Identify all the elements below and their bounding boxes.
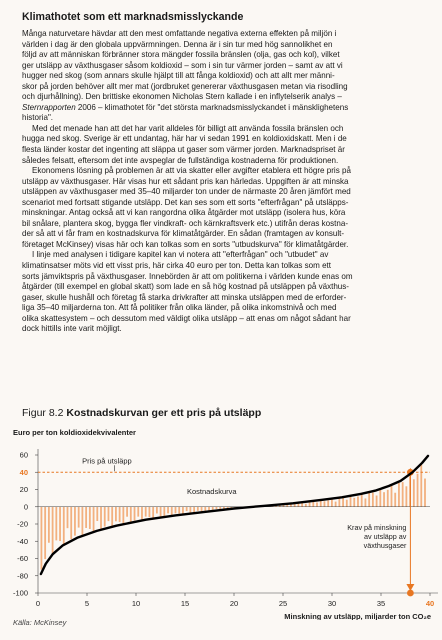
cost-bar [93, 507, 95, 532]
text-line: och djurhållning). Den brittiske ekonomen Nicholas Stern kallade i en inflytelserik analys – [22, 92, 342, 102]
cost-bar [424, 479, 426, 507]
text-line: Med det menade han att det har varit alldeles för billigt att använda fossila bränslen och [32, 123, 344, 133]
cost-curve-label: Kostnadskurva [186, 486, 237, 496]
cost-bar [204, 507, 206, 511]
cost-bar [134, 507, 136, 521]
y-axis-unit-label: Euro per ton koldioxidekvivalenter [13, 428, 136, 437]
text-line: Ekonomens lösning på problemen är att via skatter eller avgifter etablera ett högre pris på [32, 166, 351, 176]
cost-bar [197, 507, 199, 511]
text-line: åtgärder (till exempel en global skatt) som lade en så hög kostnad på utsläppen på växthus- [22, 282, 349, 292]
cost-bar [182, 507, 184, 515]
cost-bar [145, 507, 147, 517]
cost-bar [48, 507, 50, 543]
y-tick-label: 0 [23, 502, 28, 512]
cost-bar [89, 507, 91, 529]
cost-bar [70, 507, 72, 539]
cost-bar [171, 507, 173, 516]
text-line: hugga ned skog. Sverige är ett undantag, här har vi sedan 1991 en koldioxidskatt. Men i de [22, 134, 347, 144]
cost-bar [149, 507, 151, 517]
cost-bar [394, 493, 396, 507]
text-line: bil snålare, plantera skog, bygga fler vindkraft- och kärnkraftsverk etc.) utifrån deras kostna- [22, 218, 349, 228]
cost-bar [189, 507, 191, 513]
x-tick-label: 30 [327, 599, 337, 608]
figure-number: Figur 8.2 [22, 407, 64, 419]
cost-bar [126, 507, 128, 517]
cost-bar [372, 493, 374, 507]
cost-bar [137, 507, 139, 517]
cost-bar [402, 482, 404, 507]
cost-bar [379, 489, 381, 507]
paragraph [22, 124, 426, 166]
figure-caption [22, 407, 261, 419]
cost-bar [316, 502, 318, 506]
text-line: Många naturvetare hävdar att den mest omfattande negativa externa effekten på miljön i [22, 29, 337, 38]
paragraph [22, 250, 426, 334]
text-line: olika skattesystem – och dessutom med väldigt olika utsläpp – att enas om något sådant har [22, 313, 351, 323]
cost-bar [368, 493, 370, 507]
cost-bar [130, 507, 132, 522]
text-line: scenariot med fortsatt stigande utsläpp. Det kan ses som ett sorts "efterfrågan" på utsläpps- [22, 197, 349, 207]
cost-bar [67, 507, 69, 528]
cost-bar [324, 501, 326, 506]
cost-bar [331, 499, 333, 507]
cost-bar [119, 507, 121, 522]
figure-source: Källa: McKinsey [13, 618, 67, 627]
x-tick-label: 35 [376, 599, 386, 608]
cost-bar [156, 507, 158, 514]
cost-bar [216, 507, 218, 509]
demand-label-line: av utsläpp av [364, 532, 407, 541]
text-line: företaget McKinsey) visas här och kan tolkas som en sorts "utbudskurva" för klimatåtgärder. [22, 239, 349, 249]
cost-bar [338, 498, 340, 507]
cost-bar [357, 496, 359, 506]
text-line: I linje med analysen i tidigare kapitel kan vi notera att "efterfrågan" och "utbudet" av [32, 250, 329, 260]
cost-bar [383, 492, 385, 507]
text-line: liga 35–40 miljarderna ton. Att få politiker från olika länder, på olika inkomstnivå och med [22, 303, 337, 313]
cost-bar [85, 507, 87, 528]
figure-title: Kostnadskurvan ger ett pris på utsläpp [66, 407, 262, 419]
text-line: således felsatt, eftersom det inte avspeglar de fullständiga kostnaderna för produktionen. [22, 155, 339, 165]
body-text [22, 29, 426, 335]
cost-bar [413, 479, 415, 506]
text-line: världen i dag är den globala uppvärmningen. Denna är i sin tur med hög sannolikhet en [22, 39, 333, 49]
cost-curve-chart [0, 440, 442, 620]
x-tick-label: 10 [131, 599, 141, 608]
y-tick-label: -60 [17, 554, 28, 564]
cost-bar [376, 496, 378, 507]
cost-bar [141, 507, 143, 521]
cost-bar [104, 507, 106, 527]
y-tick-label: -40 [17, 536, 28, 546]
cost-curve-line [41, 456, 428, 574]
cost-bar [59, 507, 61, 541]
text-line: gaser, skulle hushåll och företag få starka drivkrafter att minska utsläppen med de erforder- [22, 292, 347, 302]
cost-bar [41, 507, 43, 570]
paragraph [22, 166, 426, 250]
cost-bar [152, 507, 154, 519]
cost-bar [365, 498, 367, 506]
cost-bar [312, 501, 314, 506]
cost-bar [193, 507, 195, 513]
cost-bar [391, 485, 393, 506]
x-tick-label: 5 [84, 599, 90, 608]
cost-bar [305, 504, 307, 507]
cost-bar [100, 507, 102, 529]
y-tick-label: 60 [19, 450, 28, 460]
cost-bar [420, 464, 422, 506]
x-tick-label: 15 [180, 599, 190, 608]
price-line-label: Pris på utsläpp [82, 456, 132, 466]
text-line: klimatinsatser möts vid ett visst pris, här cirka 40 euro per ton. Detta kan tolkas som ett [22, 261, 332, 271]
cost-bar [55, 507, 57, 541]
cost-bar [81, 507, 83, 536]
cost-bar [111, 507, 113, 527]
cost-bar [160, 507, 162, 517]
cost-bar [387, 490, 389, 507]
x-tick-label: 25 [278, 599, 288, 608]
cost-bar [115, 507, 117, 522]
cost-bar [335, 502, 337, 507]
y-tick-label: -100 [12, 588, 28, 598]
cost-bar [96, 507, 98, 521]
text-line: skor på jorden behöver allt mer mat (jordbruket genererar växthusgasen metan via risodling [22, 81, 348, 91]
cost-bar [52, 507, 54, 554]
text-line: historia". [22, 113, 54, 123]
cost-bar [327, 500, 329, 506]
cost-bar [163, 507, 165, 516]
cost-bar [74, 507, 76, 536]
cost-bar [78, 507, 80, 528]
cost-bar [342, 498, 344, 507]
x-tick-label: 0 [35, 599, 41, 608]
demand-label-line: Krav på minskning [347, 523, 407, 532]
x-tick-label: 20 [229, 599, 239, 608]
cost-bar [350, 496, 352, 507]
cost-bar [346, 500, 348, 507]
cost-bar [294, 504, 296, 507]
cost-bar [167, 507, 169, 514]
text-line: utsläppen av växthusgaser med 35–40 miljarder ton under de närmaste 20 åren jämfört med [22, 187, 351, 197]
text-line: hugger ned skog (som annars skulle hjälpt till att fånga koldioxid) och att allt mer männi- [22, 71, 335, 81]
text-line: sorts jämviktspris på växthusgaser. Innebörden är att om politikerna i världen kunde enas om [22, 271, 353, 281]
cost-bar [178, 507, 180, 514]
y-tick-label: -80 [17, 571, 28, 581]
text-line: utsläpp av växthusgaser. Här visas hur ett sådant pris kan härledas. Uppgiften är att minska [22, 176, 349, 186]
cost-bar [353, 498, 355, 507]
text-line: flesta länder kostar det ingenting att släppa ut gaser som värmer jorden. Marknadspriset är [22, 145, 345, 155]
cost-bar [108, 507, 110, 521]
x-axis-title: Minskning av utsläpp, miljarder ton CO₂e [284, 612, 431, 620]
paragraph [22, 29, 426, 124]
cost-bar [361, 494, 363, 507]
text-line: ger utsläpp av växthusgaser såsom koldioxid – som i sin tur värmer jorden – samt av att vi [22, 60, 343, 70]
cost-bar [63, 507, 65, 544]
text-line: följd av att människan förbränner stora mängder fossila bränslen (olja, gas och kol), vilket [22, 50, 340, 60]
cost-bar [175, 507, 177, 514]
x-tick-label: 40 [425, 599, 435, 608]
text-line: der så att vi får fram en kostnadskurva för klimatåtgärder. En sådan (framtagen av konsult- [22, 229, 345, 239]
cost-bar [186, 507, 188, 511]
cost-bar [208, 507, 210, 511]
cost-bar [398, 483, 400, 507]
text-line: dock hittills inte varit möjligt. [22, 324, 122, 334]
cost-bar [44, 507, 46, 559]
cost-bars [41, 464, 426, 569]
y-tick-label: 40 [19, 467, 28, 477]
cost-bar [122, 507, 124, 524]
text-line: Sternrapporten 2006 – klimathotet för "det största marknadsmisslyckandet i mänsklighetens [22, 102, 349, 112]
demand-label-line: växthusgaser [363, 541, 407, 550]
demand-axis-dot [407, 590, 414, 597]
cost-bar [405, 486, 407, 506]
cost-bar [417, 474, 419, 507]
y-tick-label: -20 [17, 519, 28, 529]
y-tick-label: 20 [19, 485, 28, 495]
section-title: Klimathotet som ett marknadsmisslyckande [22, 11, 244, 23]
text-line: minskningar. Antag också att vi kan rangordna olika åtgärder mot utsläpp (isolera hus, köra [22, 208, 346, 218]
